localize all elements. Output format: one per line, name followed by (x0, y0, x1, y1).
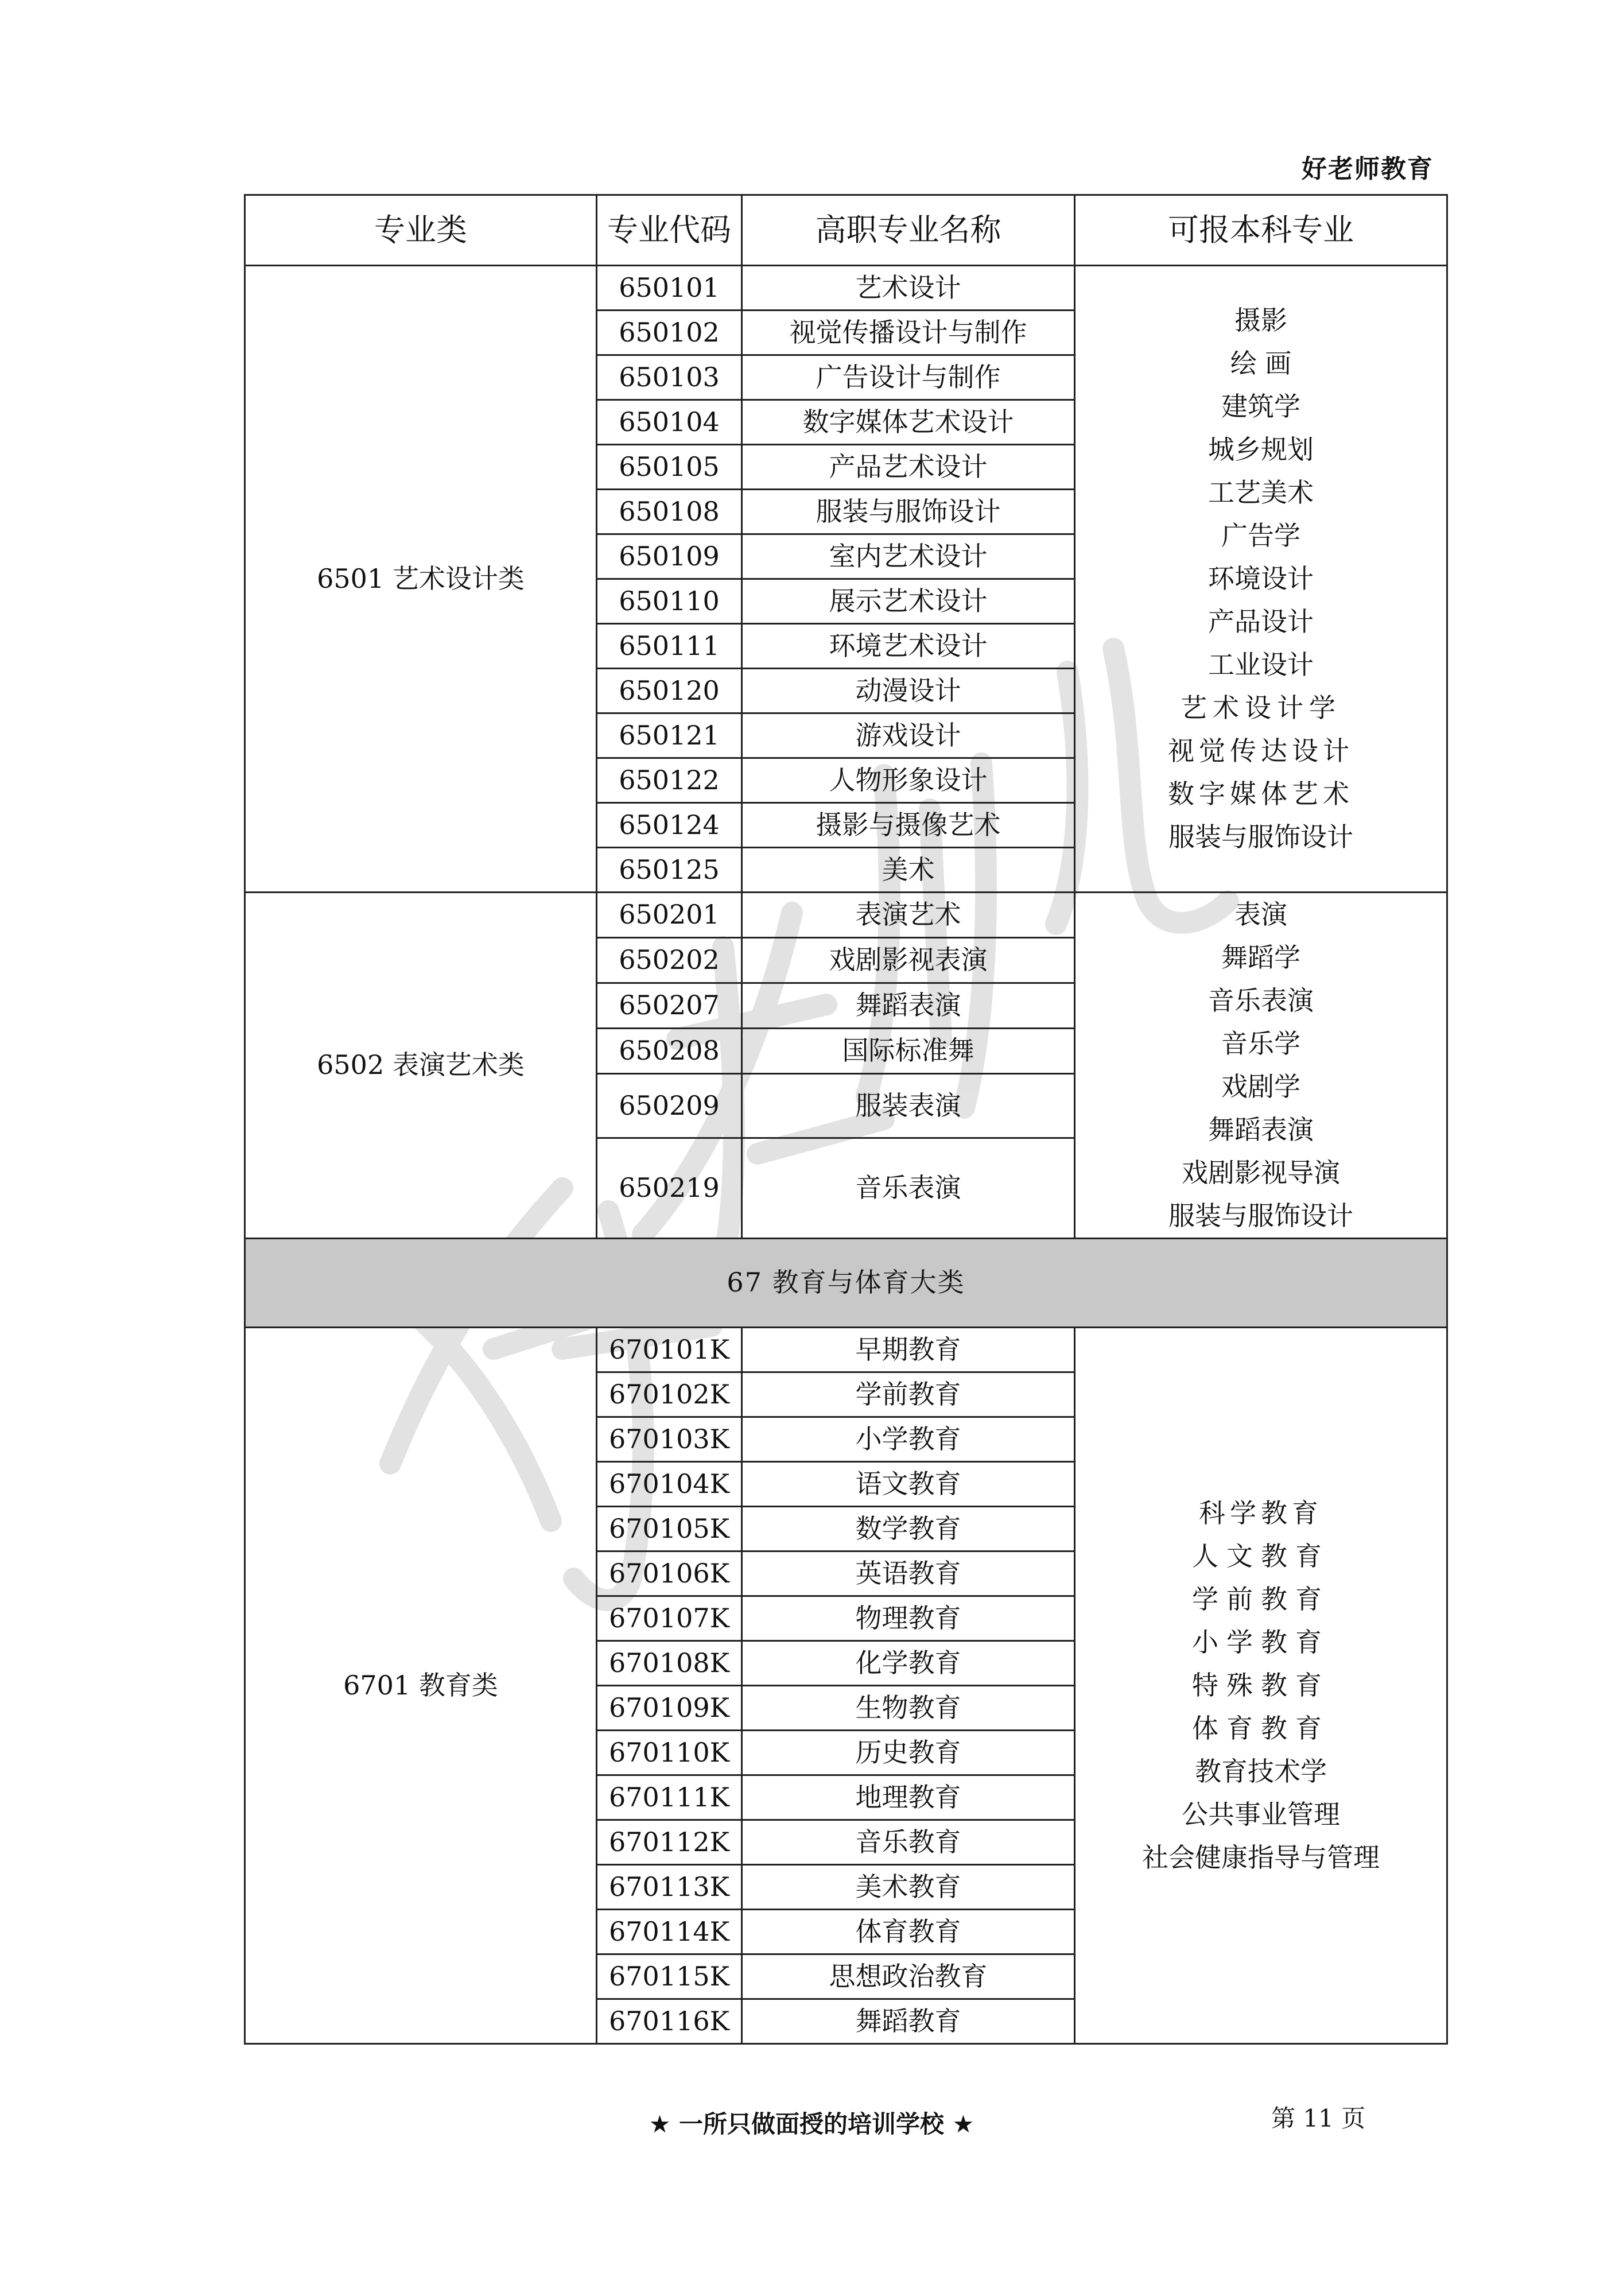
major-name-cell: 摄影与摄像艺术 (742, 803, 1075, 848)
code-cell: 650102 (597, 311, 742, 355)
code-cell: 650121 (597, 713, 742, 758)
major-name-cell: 数学教育 (742, 1507, 1075, 1552)
list-item: 服装与服饰设计 (1168, 821, 1353, 852)
code-cell: 650105 (597, 445, 742, 490)
code-cell: 650124 (597, 803, 742, 848)
major-name-cell: 人物形象设计 (742, 758, 1075, 803)
code-cell: 670109K (597, 1686, 742, 1731)
major-name-cell: 产品艺术设计 (742, 445, 1075, 490)
list-item: 戏剧学 (1221, 1071, 1300, 1102)
list-item: 广告学 (1221, 520, 1300, 551)
list-item: 体育教育 (1192, 1713, 1330, 1744)
code-cell: 670114K (597, 1910, 742, 1954)
category-cell: 6502 表演艺术类 (245, 893, 597, 1239)
code-cell: 650207 (597, 983, 742, 1028)
code-cell: 650201 (597, 893, 742, 938)
undergrad-majors-cell (1075, 1328, 1447, 2044)
code-cell: 650209 (597, 1073, 742, 1138)
list-item: 工业设计 (1208, 649, 1314, 680)
major-name-cell: 服装与服饰设计 (742, 490, 1075, 534)
list-item: 数字媒体艺术 (1168, 778, 1354, 809)
major-name-cell: 室内艺术设计 (742, 534, 1075, 579)
major-name-cell: 动漫设计 (742, 669, 1075, 713)
table-row (245, 1328, 1447, 1372)
code-cell: 650108 (597, 490, 742, 534)
undergrad-majors-list (1142, 1492, 1380, 1879)
majors-table (244, 194, 1448, 2045)
major-name-cell: 音乐表演 (742, 1138, 1075, 1238)
category-cell: 6501 艺术设计类 (245, 266, 597, 893)
major-name-cell: 广告设计与制作 (742, 355, 1075, 400)
table-row (245, 266, 1447, 311)
code-cell: 670108K (597, 1641, 742, 1686)
list-item: 公共事业管理 (1182, 1799, 1340, 1830)
major-name-cell: 舞蹈表演 (742, 983, 1075, 1028)
list-item: 音乐表演 (1208, 985, 1314, 1016)
major-name-cell: 音乐教育 (742, 1820, 1075, 1865)
list-item: 城乡规划 (1208, 434, 1314, 465)
code-cell: 670101K (597, 1328, 742, 1372)
undergrad-majors-cell (1075, 893, 1447, 1239)
code-cell: 670103K (597, 1417, 742, 1462)
major-name-cell: 数字媒体艺术设计 (742, 400, 1075, 445)
major-name-cell: 视觉传播设计与制作 (742, 311, 1075, 355)
list-item: 艺术设计学 (1181, 692, 1341, 723)
list-item: 舞蹈表演 (1208, 1114, 1314, 1145)
code-cell: 650110 (597, 579, 742, 624)
list-item: 视觉传达设计 (1168, 735, 1354, 766)
code-cell: 650125 (597, 848, 742, 893)
list-item: 摄影 (1234, 305, 1287, 336)
footer-slogan: ★ 一所只做面授的培训学校 ★ (649, 2110, 974, 2138)
code-cell: 670106K (597, 1552, 742, 1596)
major-name-cell: 地理教育 (742, 1775, 1075, 1820)
code-cell: 650208 (597, 1028, 742, 1073)
major-name-cell: 展示艺术设计 (742, 579, 1075, 624)
list-item: 工艺美术 (1208, 477, 1314, 508)
code-cell: 650103 (597, 355, 742, 400)
col-header-vocational-major: 高职专业名称 (742, 195, 1075, 266)
major-name-cell: 舞蹈教育 (742, 1999, 1075, 2044)
code-cell: 670105K (597, 1507, 742, 1552)
list-item: 表演 (1234, 899, 1287, 930)
major-name-cell: 历史教育 (742, 1731, 1075, 1775)
page-number: 第 11 页 (1271, 2104, 1366, 2132)
major-name-cell: 美术 (742, 848, 1075, 893)
table-row (245, 893, 1447, 938)
major-name-cell: 戏剧影视表演 (742, 937, 1075, 983)
header-row (245, 195, 1447, 266)
code-cell: 670107K (597, 1596, 742, 1641)
undergrad-majors-cell (1075, 266, 1447, 893)
list-item: 绘 画 (1230, 348, 1292, 379)
code-cell: 670113K (597, 1865, 742, 1910)
major-name-cell: 艺术设计 (742, 266, 1075, 311)
major-name-cell: 语文教育 (742, 1462, 1075, 1507)
code-cell: 670102K (597, 1372, 742, 1417)
code-cell: 650111 (597, 624, 742, 669)
major-name-cell: 国际标准舞 (742, 1028, 1075, 1073)
code-cell: 650104 (597, 400, 742, 445)
major-name-cell: 美术教育 (742, 1865, 1075, 1910)
list-item: 环境设计 (1208, 563, 1314, 594)
code-cell: 670112K (597, 1820, 742, 1865)
list-item: 舞蹈学 (1221, 942, 1300, 973)
col-header-category: 专业类 (245, 195, 597, 266)
major-name-cell: 早期教育 (742, 1328, 1075, 1372)
code-cell: 650219 (597, 1138, 742, 1238)
major-name-cell: 表演艺术 (742, 893, 1075, 938)
major-name-cell: 学前教育 (742, 1372, 1075, 1417)
col-header-undergrad-majors: 可报本科专业 (1075, 195, 1447, 266)
code-cell: 650120 (597, 669, 742, 713)
code-cell: 670111K (597, 1775, 742, 1820)
undergrad-majors-list (1168, 893, 1353, 1238)
major-name-cell: 化学教育 (742, 1641, 1075, 1686)
list-item: 音乐学 (1221, 1028, 1300, 1059)
section-row (245, 1239, 1447, 1328)
major-name-cell: 物理教育 (742, 1596, 1075, 1641)
code-cell: 670110K (597, 1731, 742, 1775)
major-name-cell: 环境艺术设计 (742, 624, 1075, 669)
list-item: 小学教育 (1192, 1627, 1330, 1658)
list-item: 特殊教育 (1192, 1670, 1330, 1701)
major-name-cell: 游戏设计 (742, 713, 1075, 758)
list-item: 社会健康指导与管理 (1142, 1842, 1380, 1873)
list-item: 戏剧影视导演 (1182, 1157, 1340, 1188)
col-header-code: 专业代码 (597, 195, 742, 266)
code-cell: 670116K (597, 1999, 742, 2044)
major-name-cell: 小学教育 (742, 1417, 1075, 1462)
list-item: 科学教育 (1199, 1498, 1323, 1529)
list-item: 建筑学 (1221, 391, 1300, 422)
major-name-cell: 体育教育 (742, 1910, 1075, 1954)
code-cell: 650101 (597, 266, 742, 311)
code-cell: 670115K (597, 1954, 742, 1999)
list-item: 学前教育 (1192, 1584, 1330, 1615)
major-name-cell: 服装表演 (742, 1073, 1075, 1138)
code-cell: 650202 (597, 937, 742, 983)
category-cell: 6701 教育类 (245, 1328, 597, 2044)
list-item: 产品设计 (1208, 606, 1314, 637)
code-cell: 650122 (597, 758, 742, 803)
major-name-cell: 生物教育 (742, 1686, 1075, 1731)
header-brand: 好老师教育 (1302, 154, 1434, 184)
undergrad-majors-list (1168, 299, 1354, 859)
code-cell: 650109 (597, 534, 742, 579)
list-item: 服装与服饰设计 (1168, 1200, 1353, 1231)
major-name-cell: 思想政治教育 (742, 1954, 1075, 1999)
code-cell: 670104K (597, 1462, 742, 1507)
major-name-cell: 英语教育 (742, 1552, 1075, 1596)
section-title: 67 教育与体育大类 (245, 1239, 1447, 1328)
list-item: 人文教育 (1192, 1541, 1330, 1572)
list-item: 教育技术学 (1195, 1756, 1327, 1787)
